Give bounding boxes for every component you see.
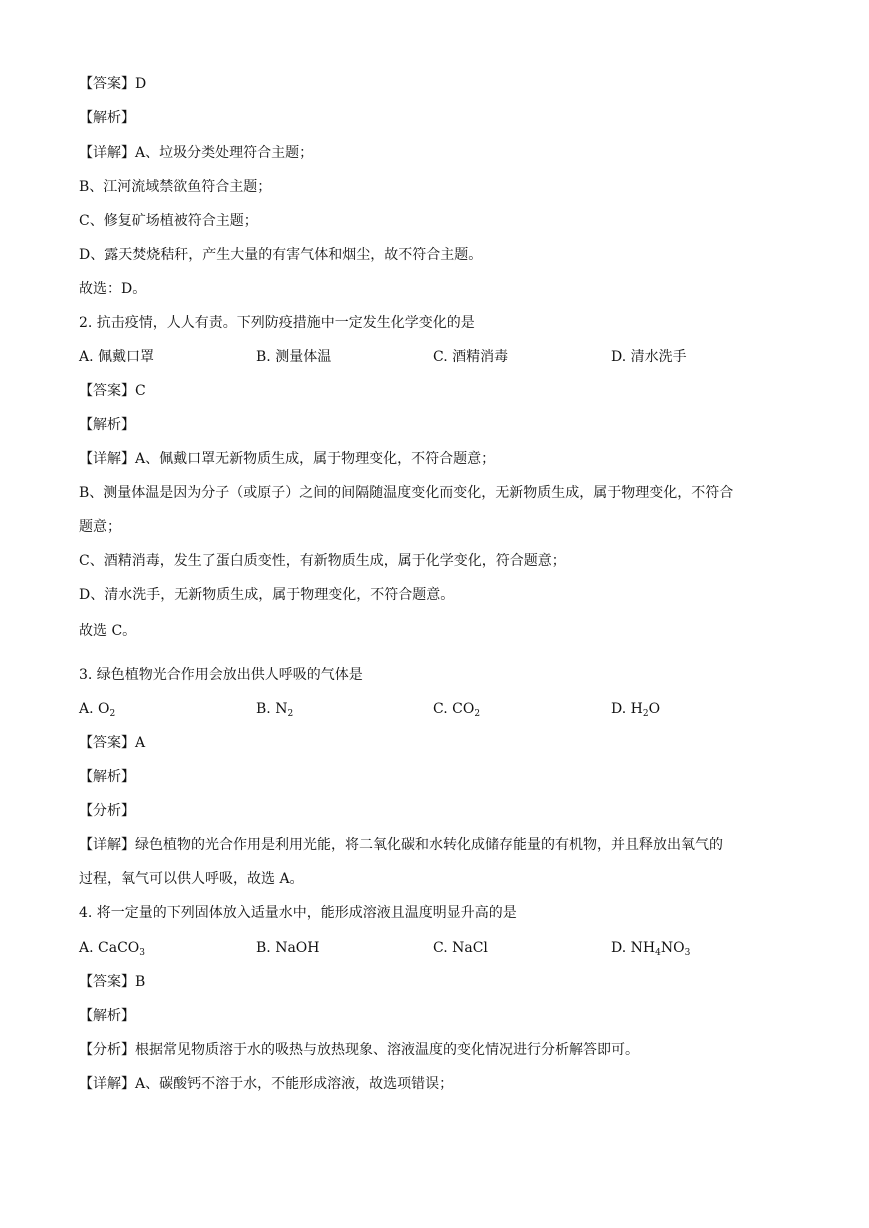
question-3: 3. 绿色植物光合作用会放出供人呼吸的气体是 (79, 667, 363, 683)
detail-line: 过程，氧气可以供人呼吸，故选 A。 (79, 871, 304, 887)
q3-option-a: A. $O_2$ (79, 701, 116, 719)
q2-option-c: C. 酒精消毒 (433, 349, 509, 365)
question-4: 4. 将一定量的下列固体放入适量水中，能形成溶液且温度明显升高的是 (79, 905, 517, 921)
q2-option-d: D. 清水洗手 (611, 349, 687, 365)
q4-option-d: D. $NH_4NO_3$ (611, 940, 691, 958)
detail-line: B、江河流域禁欲鱼符合主题； (79, 179, 272, 195)
detail-line: C、酒精消毒，发生了蛋白质变性，有新物质生成，属于化学变化，符合题意； (79, 553, 566, 569)
detail-line: 【详解】A、佩戴口罩无新物质生成，属于物理变化，不符合题意； (79, 451, 496, 467)
detail-line: 【详解】A、垃圾分类处理符合主题； (79, 145, 314, 161)
answer-line: 【答案】D (79, 76, 147, 92)
q3-option-d: D. $H_2O$ (611, 701, 661, 719)
q4-option-b: B. NaOH (256, 940, 320, 956)
analysis-heading: 【解析】 (79, 769, 135, 785)
analysis-subheading: 【分析】 (79, 803, 135, 819)
q3-option-c: C. $CO_2$ (433, 701, 481, 719)
q2-option-a: A. 佩戴口罩 (79, 349, 155, 365)
q2-option-b: B. 测量体温 (256, 349, 332, 365)
detail-line: D、清水洗手，无新物质生成，属于物理变化，不符合题意。 (79, 587, 455, 603)
detail-line: 【详解】绿色植物的光合作用是利用光能，将二氧化碳和水转化成储存能量的有机物，并且释放出氧气的 (79, 837, 723, 853)
answer-line: 【答案】C (79, 383, 146, 399)
conclusion-line: 故选 C。 (79, 623, 137, 639)
analysis-subheading: 【分析】根据常见物质溶于水的吸热与放热现象、溶液温度的变化情况进行分析解答即可。 (79, 1042, 639, 1058)
q3-option-b: B. $N_2$ (256, 701, 294, 719)
q4-option-c: C. NaCl (433, 940, 488, 956)
q4-option-a: A. CaCO$_3$ (79, 940, 145, 958)
detail-line: D、露天焚烧秸秆，产生大量的有害气体和烟尘，故不符合主题。 (79, 247, 483, 263)
analysis-heading: 【解析】 (79, 110, 135, 126)
detail-line: C、修复矿场植被符合主题； (79, 213, 258, 229)
conclusion-line: 故选：D。 (79, 281, 147, 297)
analysis-heading: 【解析】 (79, 417, 135, 433)
answer-line: 【答案】A (79, 735, 146, 751)
detail-line: B、测量体温是因为分子（或原子）之间的间隔随温度变化而变化，无新物质生成，属于物理变化，不符合 (79, 485, 734, 501)
question-2: 2. 抗击疫情，人人有责。下列防疫措施中一定发生化学变化的是 (79, 315, 475, 331)
detail-line: 【详解】A、碳酸钙不溶于水，不能形成溶液，故选项错误； (79, 1076, 454, 1092)
detail-line: 题意； (79, 519, 121, 535)
answer-line: 【答案】B (79, 974, 146, 990)
analysis-heading: 【解析】 (79, 1008, 135, 1024)
